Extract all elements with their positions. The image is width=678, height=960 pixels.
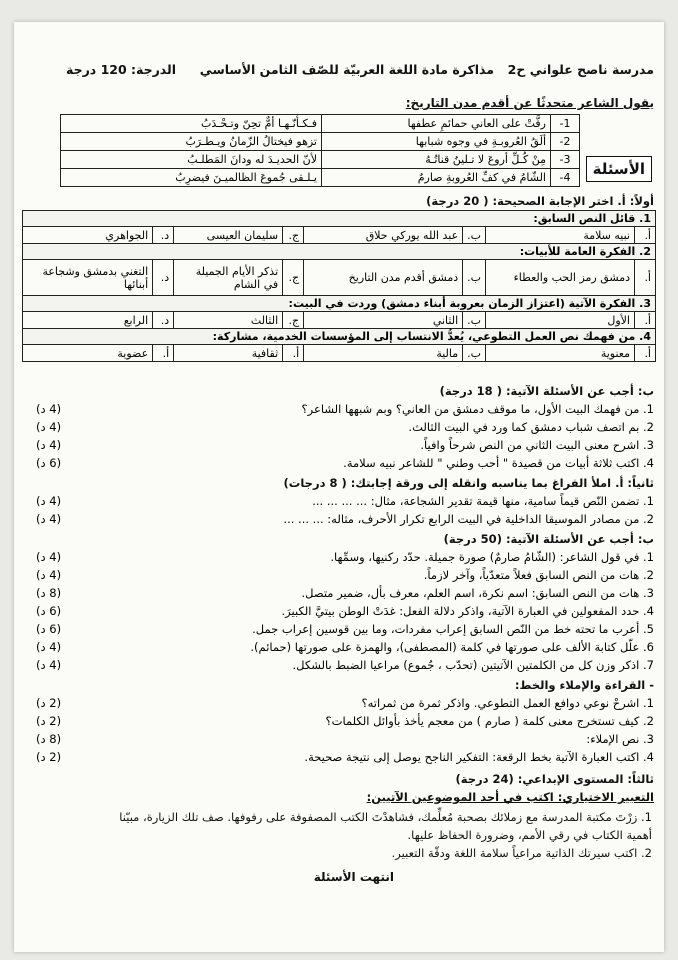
reading-heading: - القراءة والإملاء والخط: [514,678,654,692]
question-line: 1. تضمن النّص قيماً سامية، منها قيمة تقدير الشجاعة، مثال: ... ... ... ... (4 د) [36,494,654,508]
end-of-questions: انتهت الأسئلة [313,870,394,884]
part1b-heading: ب: أجب عن الأسئلة الآتية: ( 18 درجة) [439,384,654,398]
option[interactable]: الجواهري [23,227,153,244]
mark: (4 د) [36,640,62,654]
mark: (2 د) [36,750,62,764]
mark: (4 د) [36,420,62,434]
exam-title: مذاكرة مادة اللغة العربيّة للصّف الثامن الأساسي [199,62,494,77]
question-row: 1. قائل النص السابق: [23,211,656,227]
option[interactable]: الرابع [23,312,153,329]
question-line: 3. هات من النص السابق: اسم نكرة، اسم العلم، معرف بأل، ضمير متصل. (8 د) [36,586,654,600]
question-line: 3. اشرح معنى البيت الثاني من النص شرحاً وافياً. (4 د) [36,438,654,452]
options-row: أ. معنوية ب. مالية أ. ثقافية أ. عضوية [23,345,656,362]
option[interactable]: معنوية [486,345,635,362]
options-row: أ. دمشق رمز الحب والعطاء ب. دمشق أقدم مدن التاريخ ج. تذكر الأيام الجميلة في الشام د. التغني بدمشق وشجاعة أبنائها [23,260,656,296]
question-line: 4. اكتب العبارة الآتية بخط الرقعة: التفكير الناجح يوصل إلى نتيجة صحيحة. (2 د) [36,750,654,764]
option[interactable]: دمشق رمز الحب والعطاء [486,260,635,296]
question-line: 4. حدد المفعولين في العبارة الآتية، واذكر دلالة الفعل: غدَتْ الوطن بيتيَّ الكبيرَ. (6 د) [36,604,654,618]
option[interactable]: سليمان العيسى [174,227,283,244]
mark: (4 د) [36,402,62,416]
part3-heading: ثالثاً: المستوى الإبداعي: (24 درجة) [455,772,654,786]
part3-subheading: التعبير الاختياري: اكتب في أحد الموضوعين الآتيين: [366,790,654,804]
essay-topic: 2. اكتب سيرتك الذاتية مراعياً سلامة اللغة ودقّة التعبير. [391,846,652,860]
question-row: 3. الفكرة الآتية (اعتزاز الزمان بعروبة أبناء دمشق) وردت في البيت: [23,296,656,312]
question-line: 6. علّل كتابة الألف على صورتها في كلمة (المصطفى)، والهمزة على صورتها (حمائم). (4 د) [36,640,654,654]
question-line: 5. أعرب ما تحته خط من النّص السابق إعراب مفردات، وما بين قوسين إعراب جمل. (6 د) [36,622,654,636]
option[interactable]: التغني بدمشق وشجاعة أبنائها [23,260,153,296]
option[interactable]: ثقافية [174,345,283,362]
option[interactable]: عضوية [23,345,153,362]
question-row: 2. الفكرة العامة للأبيات: [23,244,656,260]
options-row: أ. نبيه سلامة ب. عبد الله يوركي حلاق ج. سليمان العيسى د. الجواهري [23,227,656,244]
part2b-heading: ب: أجب عن الأسئلة الآتية: (50 درجة) [443,532,654,546]
question-line: 1. في قول الشاعر: (الشّامُ صارمٌ) صورة جميلة. حدّد ركنيها، وسمِّها. (4 د) [36,550,654,564]
mark: (8 د) [36,586,62,600]
question-line: 2. من مصادر الموسيقا الداخلية في البيت الرابع تكرار الأحرف، مثاله: ... ... ... (4 د) [36,512,654,526]
mark: (2 د) [36,714,62,728]
mark: (6 د) [36,622,62,636]
option[interactable]: الثالث [174,312,283,329]
total-grade: الدرجة: 120 درجة [66,62,176,77]
exam-paper [14,22,664,952]
mcq-table [22,210,656,362]
option[interactable]: عبد الله يوركي حلاق [304,227,463,244]
essay-topic-continued: أهمية الكتاب في رقي الأمم، وضرورة الحفاظ عليها. [407,828,652,842]
mark: (8 د) [36,732,62,746]
question-row: 4. من فهمك نص العمل التطوعي، يُعدُّ الانتساب إلى المؤسسات الخدمية، مشاركة: [23,329,656,345]
mark: (4 د) [36,438,62,452]
mark: (4 د) [36,512,62,526]
question-line: 3. نص الإملاء: (8 د) [36,732,654,746]
question-line: 1. من فهمك البيت الأول، ما موقف دمشق من العاني؟ وبم شبهها الشاعر؟ (4 د) [36,402,654,416]
poem-verse: 2- ألَقُ العُروبـةِ في وجوه شبابها تزهو فيختالُ الزّمانُ ويـطـرَبُ [61,133,580,151]
mark: (4 د) [36,494,62,508]
mark: (2 د) [36,696,62,710]
part2-heading: ثانياً: أ. املأ الفراغ بما يناسبه وانقله إلى ورقة إجابتك: ( 8 درجات) [283,476,654,490]
poem-table [60,114,580,187]
poem-intro: يقول الشاعر متحدثًا عن أقدم مدن التاريخ: [405,96,654,110]
question-line: 4. اكتب ثلاثة أبيات من قصيدة " أحب وطني " للشاعر نبيه سلامة. (6 د) [36,456,654,470]
poem-verse: 3- مِنْ كُـلِّ أروعَ لا تـلينُ قناتُـهُ لأنّ الحديـدَ له ودانَ المَطلـبُ [61,151,580,169]
poem-verse: 1- رفَّتْ على العاني حمائمِ عطفها فـكـأنّـهـا أمٌّ تحِنّ وتـحْـدَبُ [61,115,580,133]
option[interactable]: الأول [486,312,635,329]
question-line: 1. اشرحْ نوعي دوافع العمل التطوعي. واذكر ثمرة من ثمراته؟ (2 د) [36,696,654,710]
question-line: 2. بم اتصف شباب دمشق كما ورد في البيت الثالث. (4 د) [36,420,654,434]
mark: (4 د) [36,658,62,672]
mark: (6 د) [36,604,62,618]
option[interactable]: تذكر الأيام الجميلة في الشام [174,260,283,296]
part1-heading: أولاً: أ. اختر الإجابة الصحيحة: ( 20 درجة) [426,194,654,208]
option[interactable]: دمشق أقدم مدن التاريخ [304,260,463,296]
option[interactable]: نبيه سلامة [486,227,635,244]
mark: (4 د) [36,550,62,564]
question-line: 7. اذكر وزن كل من الكلمتين الآتيتين (تحدّب ، جُموع) مراعيا الضبط بالشكل. (4 د) [36,658,654,672]
option[interactable]: الثاني [304,312,463,329]
essay-topic: 1. زرْتَ مكتبة المدرسة مع زملائك بصحبة مُعلِّمك، فشاهدْتَ الكتب المصفوفة على رفوفها. صف تلك الزيارة، مبيّنا [119,810,652,824]
school-name: مدرسة ناصح علواني ح2 [507,62,654,77]
option[interactable]: مالية [304,345,463,362]
poem-verse: 4- الشّامُ في كفِّ العُروبةِ صارمٌ يـلـقى جُموعَ الظالميـنَ فيضرِبُ [61,169,580,187]
questions-label: الأسئلة [586,156,652,182]
options-row: أ. الأول ب. الثاني ج. الثالث د. الرابع [23,312,656,329]
mark: (4 د) [36,568,62,582]
mark: (6 د) [36,456,62,470]
question-line: 2. كيف تستخرج معنى كلمة ( صارم ) من معجم يأخذ بأوائل الكلمات؟ (2 د) [36,714,654,728]
question-line: 2. هات من النص السابق فعلاً متعدّياً، وآخر لازماً. (4 د) [36,568,654,582]
